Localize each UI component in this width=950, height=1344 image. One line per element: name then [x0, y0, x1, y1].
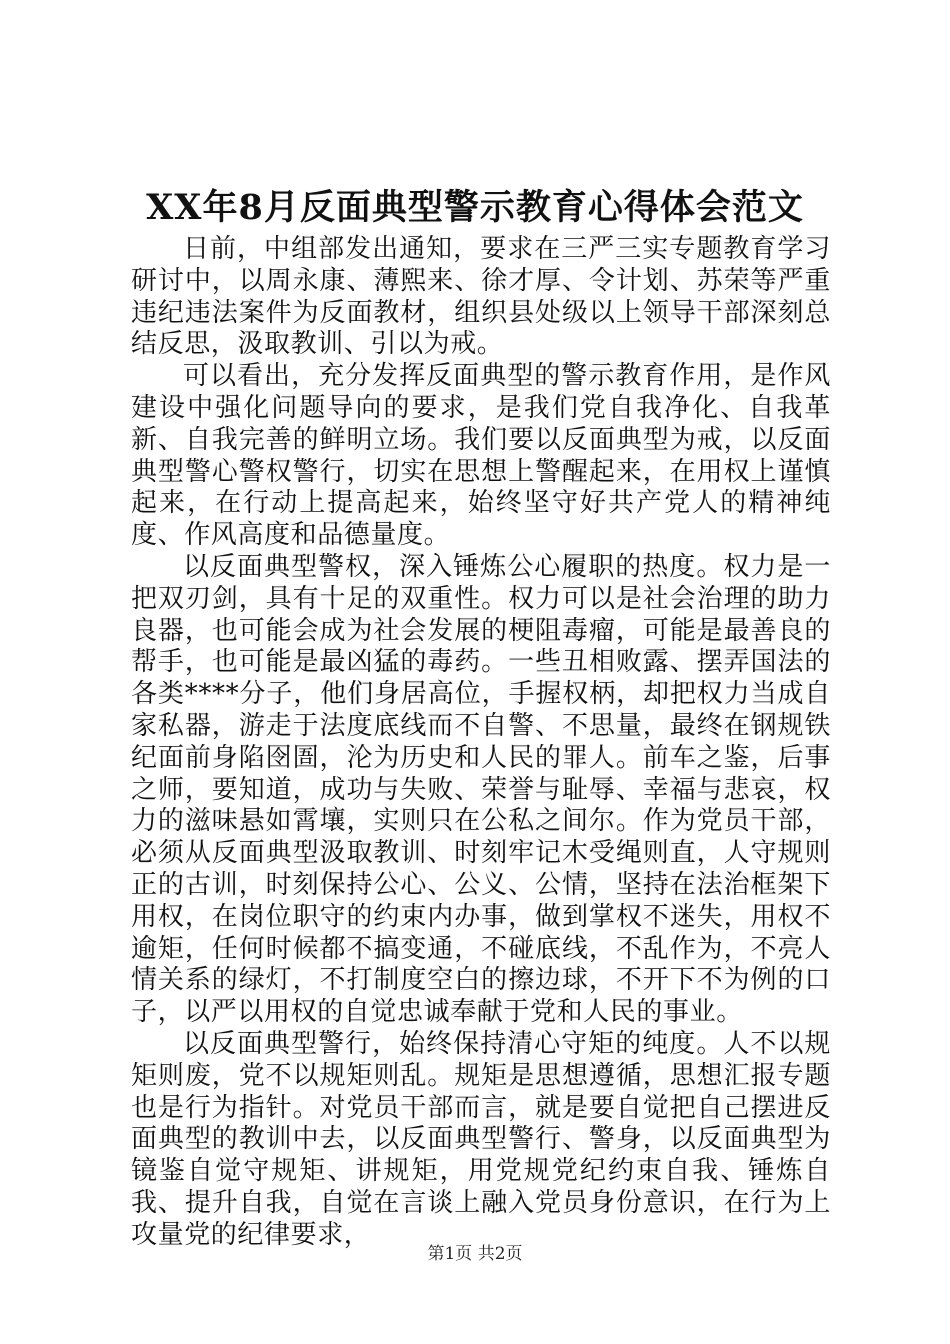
paragraph: 以反面典型警权，深入锤炼公心履职的热度。权力是一把双刃剑，具有十足的双重性。权力可以是社会治理的助力良器，也可能会成为社会发展的梗阻毒瘤，可能是最善良的帮手，也可能是最凶猛的毒药。一些丑相败露、摆弄国法的各类****分子，他们身居高位，手握权柄，却把权力当成自家私器，游走于法度底线而不自警、不思量，最终在钢规铁纪面前身陷囹圄，沦为历史和人民的罪人。前车之鉴，后事之师，要知道，成功与失败、荣誉与耻辱、幸福与悲哀，权力的滋味悬如霄壤，实则只在公私之间尔。作为党员干部，必须从反面典型汲取教训、时刻牢记木受绳则直，人守规则正的古训，时刻保持公心、公义、公情，坚持在法治框架下用权，在岗位职守的约束内办事，做到掌权不迷失，用权不逾矩，任何时候都不搞变通，不碰底线，不乱作为，不亮人情关系的绿灯，不打制度空白的擦边球，不开下不为例的口子，以严以用权的自觉忠诚奉献于党和人民的事业。 [131, 551, 831, 1028]
paragraph: 以反面典型警行，始终保持清心守矩的纯度。人不以规矩则废，党不以规矩则乱。规矩是思想遵循，思想汇报专题也是行为指针。对党员干部而言，就是要自觉把自己摆进反面典型的教训中去，以反面典型警行、警身，以反面典型为镜鉴自觉守规矩、讲规矩，用党规党纪约束自我、锤炼自我、提升自我，自觉在言谈上融入党员身份意识，在行为上攻量党的纪律要求， [131, 1028, 831, 1250]
document-title: XX年8月反面典型警示教育心得体会范文 [146, 187, 804, 228]
document-body [131, 234, 831, 1252]
page-number-footer: 第1页 共2页 [427, 1244, 523, 1264]
paragraph: 可以看出，充分发挥反面典型的警示教育作用，是作风建设中强化问题导向的要求，是我们党自我净化、自我革新、自我完善的鲜明立场。我们要以反面典型为戒，以反面典型警心警权警行，切实在思想上警醒起来，在用权上谨慎起来，在行动上提高起来，始终坚守好共产党人的精神纯度、作风高度和品德量度。 [131, 361, 831, 551]
paragraph: 日前，中组部发出通知，要求在三严三实专题教育学习研讨中，以周永康、薄熙来、徐才厚、令计划、苏荣等严重违纪违法案件为反面教材，组织县处级以上领导干部深刻总结反思，汲取教训、引以为戒。 [131, 234, 831, 360]
